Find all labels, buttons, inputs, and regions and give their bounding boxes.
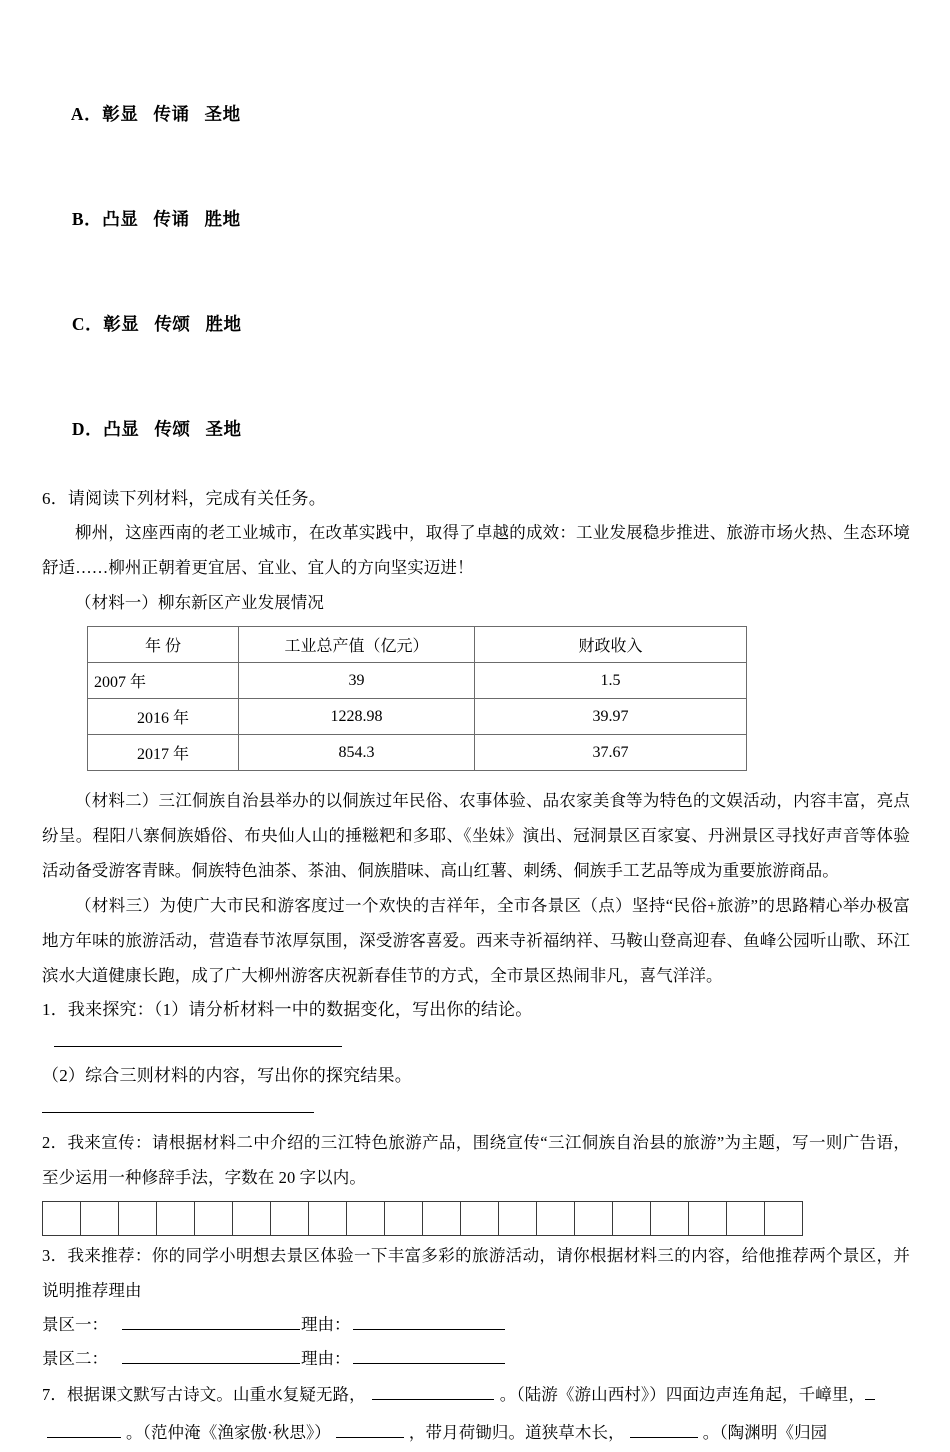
recommend-1-label: 景区一： bbox=[42, 1315, 108, 1334]
material1-table-wrap bbox=[87, 626, 737, 771]
cell-revenue-2017: 37.67 bbox=[475, 735, 747, 771]
question7-part1: 7．根据课文默写古诗文。山重水复疑无路， bbox=[42, 1385, 366, 1404]
task2-stem: 2．我来宣传：请根据材料二中介绍的三江特色旅游产品，围绕宣传“三江侗族自治县的旅游”为主题，写一则广告语，至少运用一种修辞手法，字数在 20 字以内。 bbox=[42, 1133, 910, 1187]
answer-grid-cell[interactable] bbox=[537, 1202, 575, 1236]
question7-part5: 。（陶渊明《归园 bbox=[702, 1423, 828, 1442]
question7-blank-4[interactable] bbox=[630, 1423, 698, 1438]
option-row-c[interactable] bbox=[42, 272, 910, 377]
table-header-output: 工业总产值（亿元） bbox=[239, 627, 475, 663]
page-content bbox=[42, 62, 910, 1452]
spacer bbox=[42, 775, 910, 783]
cell-year-2007: 2007 年 bbox=[88, 663, 239, 699]
answer-grid-cell[interactable] bbox=[613, 1202, 651, 1236]
material3-paragraph: （材料三）为使广大市民和游客度过一个欢快的吉祥年，全市各景区（点）坚持“民俗+旅游”的思路精心举办极富地方年味的旅游活动，营造春节浓厚氛围，深受游客喜爱。西来寺祈福纳祥、马鞍山登高迎春、鱼峰公园听山歌、环江滨水大道健康长跑，成了广大柳州游客庆祝新春佳节的方式，全市景区热闹非凡，喜气洋洋。 bbox=[42, 896, 910, 985]
question7-blank-2-cont[interactable] bbox=[47, 1423, 121, 1438]
material2-paragraph: （材料二）三江侗族自治县举办的以侗族过年民俗、农事体验、品农家美食等为特色的文娱活动，内容丰富，亮点纷呈。程阳八寨侗族婚俗、布央仙人山的捶糍粑和多耶、《坐妹》演出、冠洞景区百家宴、丹洲景区寻找好声音等体验活动备受游客青睐。侗族特色油茶、茶油、侗族腊味、高山红薯、刺绣、侗族手工艺品等成为重要旅游商品。 bbox=[42, 791, 910, 880]
table-row bbox=[88, 735, 747, 771]
task3-stem: 3．我来推荐：你的同学小明想去景区体验一下丰富多彩的旅游活动，请你根据材料三的内容，给他推荐两个景区，并说明推荐理由 bbox=[42, 1246, 910, 1300]
cell-output-2017: 854.3 bbox=[239, 735, 475, 771]
answer-grid-cell[interactable] bbox=[689, 1202, 727, 1236]
table-header-revenue: 财政收入 bbox=[475, 627, 747, 663]
answer-grid-row[interactable] bbox=[43, 1202, 803, 1236]
task1b-stem: （2）综合三则材料的内容，写出你的探究结果。 bbox=[42, 1066, 412, 1085]
answer-grid[interactable] bbox=[42, 1201, 803, 1236]
answer-grid-cell[interactable] bbox=[119, 1202, 157, 1236]
recommend-1-input[interactable] bbox=[122, 1314, 300, 1330]
option-a-text: 彰显 传诵 圣地 bbox=[102, 104, 241, 124]
task1-stem: 1．我来探究：（1）请分析材料一中的数据变化，写出你的结论。 bbox=[42, 1000, 533, 1019]
recommend-line-1 bbox=[42, 1308, 910, 1342]
answer-grid-cell[interactable] bbox=[651, 1202, 689, 1236]
option-c-label: C． bbox=[71, 314, 104, 334]
answer-grid-cell[interactable] bbox=[461, 1202, 499, 1236]
option-b-label: B． bbox=[71, 209, 103, 229]
option-row-a[interactable] bbox=[42, 62, 910, 167]
recommend-2-reason-input[interactable] bbox=[353, 1348, 505, 1364]
answer-grid-cell[interactable] bbox=[423, 1202, 461, 1236]
option-b-text: 凸显 传诵 胜地 bbox=[102, 209, 241, 229]
table-header-year: 年 份 bbox=[88, 627, 239, 663]
cell-revenue-2016: 39.97 bbox=[475, 699, 747, 735]
question7-blank-3[interactable] bbox=[336, 1423, 404, 1438]
answer-grid-cell[interactable] bbox=[271, 1202, 309, 1236]
task1-answer-line[interactable] bbox=[54, 1032, 342, 1047]
question6-intro: 柳州，这座西南的老工业城市，在改革实践中，取得了卓越的成效：工业发展稳步推进、旅游市场火热、生态环境舒适……柳州正朝着更宜居、宜业、宜人的方向坚实迈进！ bbox=[42, 523, 910, 577]
option-row-b[interactable] bbox=[42, 167, 910, 272]
answer-grid-cell[interactable] bbox=[347, 1202, 385, 1236]
answer-grid-cell[interactable] bbox=[385, 1202, 423, 1236]
recommend-line-2 bbox=[42, 1342, 910, 1376]
option-row-d[interactable] bbox=[42, 377, 910, 482]
question7-part2: 。（陆游《游山西村》）四面边声连角起，千嶂里， bbox=[499, 1385, 866, 1404]
cell-year-2017: 2017 年 bbox=[88, 735, 239, 771]
answer-grid-wrap bbox=[42, 1201, 910, 1236]
recommend-2-reason-label: 理由： bbox=[301, 1349, 351, 1368]
answer-grid-cell[interactable] bbox=[727, 1202, 765, 1236]
answer-grid-cell[interactable] bbox=[195, 1202, 233, 1236]
material1-title: （材料一）柳东新区产业发展情况 bbox=[75, 593, 324, 612]
material1-table bbox=[87, 626, 747, 771]
question7-part4: ，带月荷锄归。道狭草木长， bbox=[408, 1423, 625, 1442]
answer-grid-cell[interactable] bbox=[765, 1202, 803, 1236]
cell-output-2016: 1228.98 bbox=[239, 699, 475, 735]
question7-line2 bbox=[42, 1414, 910, 1452]
cell-revenue-2007: 1.5 bbox=[475, 663, 747, 699]
task1b-answer-line[interactable] bbox=[42, 1098, 314, 1113]
option-d-label: D． bbox=[71, 419, 104, 439]
recommend-1-reason-input[interactable] bbox=[353, 1314, 505, 1330]
table-header-row bbox=[88, 627, 747, 663]
option-c-text: 彰显 传颂 胜地 bbox=[103, 314, 242, 334]
answer-grid-cell[interactable] bbox=[81, 1202, 119, 1236]
question6-stem: 6．请阅读下列材料，完成有关任务。 bbox=[42, 489, 326, 508]
task1-answer-line-wrap[interactable] bbox=[42, 1026, 910, 1059]
cell-output-2007: 39 bbox=[239, 663, 475, 699]
question7-blank-1[interactable] bbox=[372, 1385, 494, 1400]
table-row bbox=[88, 699, 747, 735]
question7-blank-2-start[interactable] bbox=[865, 1385, 875, 1400]
recommend-2-label: 景区二： bbox=[42, 1349, 108, 1368]
option-a-label: A． bbox=[70, 104, 103, 124]
option-d-text: 凸显 传颂 圣地 bbox=[103, 419, 242, 439]
recommend-1-reason-label: 理由： bbox=[301, 1315, 351, 1334]
answer-grid-cell[interactable] bbox=[309, 1202, 347, 1236]
answer-grid-cell[interactable] bbox=[575, 1202, 613, 1236]
task1b-answer-line-wrap[interactable] bbox=[42, 1092, 910, 1125]
question7-line1 bbox=[42, 1376, 910, 1414]
table-row bbox=[88, 663, 747, 699]
answer-grid-cell[interactable] bbox=[499, 1202, 537, 1236]
answer-grid-cell[interactable] bbox=[233, 1202, 271, 1236]
cell-year-2016: 2016 年 bbox=[88, 699, 239, 735]
answer-grid-cell[interactable] bbox=[157, 1202, 195, 1236]
question7-part3: 。（范仲淹《渔家傲·秋思》） bbox=[126, 1423, 331, 1442]
answer-grid-cell[interactable] bbox=[43, 1202, 81, 1236]
recommend-2-input[interactable] bbox=[122, 1348, 300, 1364]
